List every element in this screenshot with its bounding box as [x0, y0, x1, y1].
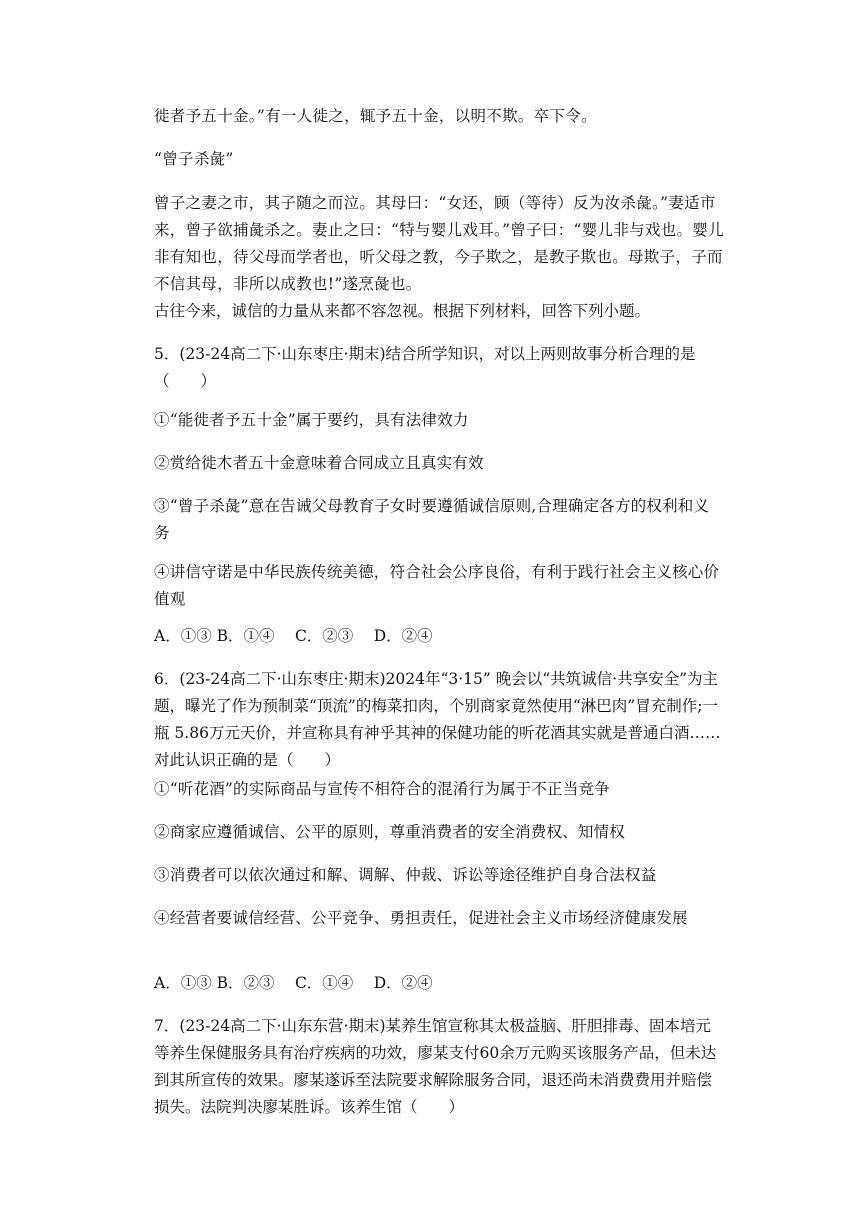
- question-5-option-2: ②赏给徙木者五十金意味着合同成立且真实有效: [154, 454, 484, 472]
- story2-text: 曾子之妻之市，其子随之而泣。其母曰：“女还，顾（等待）反为汝杀彘。”妻适市来，曾子欲捕彘杀之。妻止之曰：“特与婴儿戏耳。”曾子曰：“婴儿非与戏也。婴儿非有知也，待父母而学者也，听父母之教，今子欺之，是教子欺也。母欺子，子而不信其母，非所以成教也!”遂烹彘也。: [154, 194, 724, 293]
- story2-title: “曾子杀彘”: [154, 150, 234, 168]
- question-7-stem: 7．(23-24高二下·山东东营·期末)某养生馆宣称其太极益脑、肝胆排毒、固本培元等养生保健服务具有治疗疾病的功效，廖某支付60余万元购买该服务产品，但未达到其所宣传的效果。廖某遂诉至法院要求解除服务合同，退还尚未消费费用并赔偿损失。法院判决廖某胜诉。该养生馆（ ）: [154, 1017, 717, 1116]
- question-5-option-4: ④讲信守诺是中华民族传统美德，符合社会公序良俗，有利于践行社会主义核心价值观: [154, 563, 720, 608]
- question-6-option-2: ②商家应遵循诚信、公平的原则，尊重消费者的安全消费权、知情权: [154, 823, 626, 841]
- question-6-option-4: ④经营者要诚信经营、公平竞争、勇担责任，促进社会主义市场经济健康发展: [154, 909, 688, 927]
- question-6-stem: 6．(23-24高二下·山东枣庄·期末)2024年“3·15” 晚会以“共筑诚信·共享安全”为主题，曝光了作为预制菜“顶流”的梅菜扣肉，个别商家竟然使用“淋巴肉”冒充制作;一瓶 5.86万元天价，并宣称具有神乎其神的保健功能的听花酒其实就是普通白酒……对此认识正确的是（ ）: [154, 670, 721, 769]
- question-6-choices: A．①③ B．②③ C．①④ D．②④: [154, 974, 433, 992]
- question-5-option-1: ①“能徙者予五十金”属于要约，具有法律效力: [154, 411, 469, 429]
- question-5-stem: 5．(23-24高二下·山东枣庄·期末)结合所学知识，对以上两则故事分析合理的是（ ）: [154, 345, 696, 390]
- story1-ending: 徙者予五十金。”有一人徙之，辄予五十金，以明不欺。卒下令。: [154, 107, 597, 125]
- question-5-option-3: ③“曾子杀彘”意在告诫父母教育子女时要遵循诚信原则,合理确定各方的权利和义务: [154, 497, 710, 542]
- section-intro: 古往今来，诚信的力量从来都不容忽视。根据下列材料，回答下列小题。: [154, 302, 651, 320]
- question-6-option-1: ①“听花酒”的实际商品与宣传不相符合的混淆行为属于不正当竞争: [154, 780, 610, 798]
- question-5-choices: A．①③ B．①④ C．②③ D．②④: [154, 627, 433, 645]
- question-6-option-3: ③消费者可以依次通过和解、调解、仲裁、诉讼等途径维护自身合法权益: [154, 866, 657, 884]
